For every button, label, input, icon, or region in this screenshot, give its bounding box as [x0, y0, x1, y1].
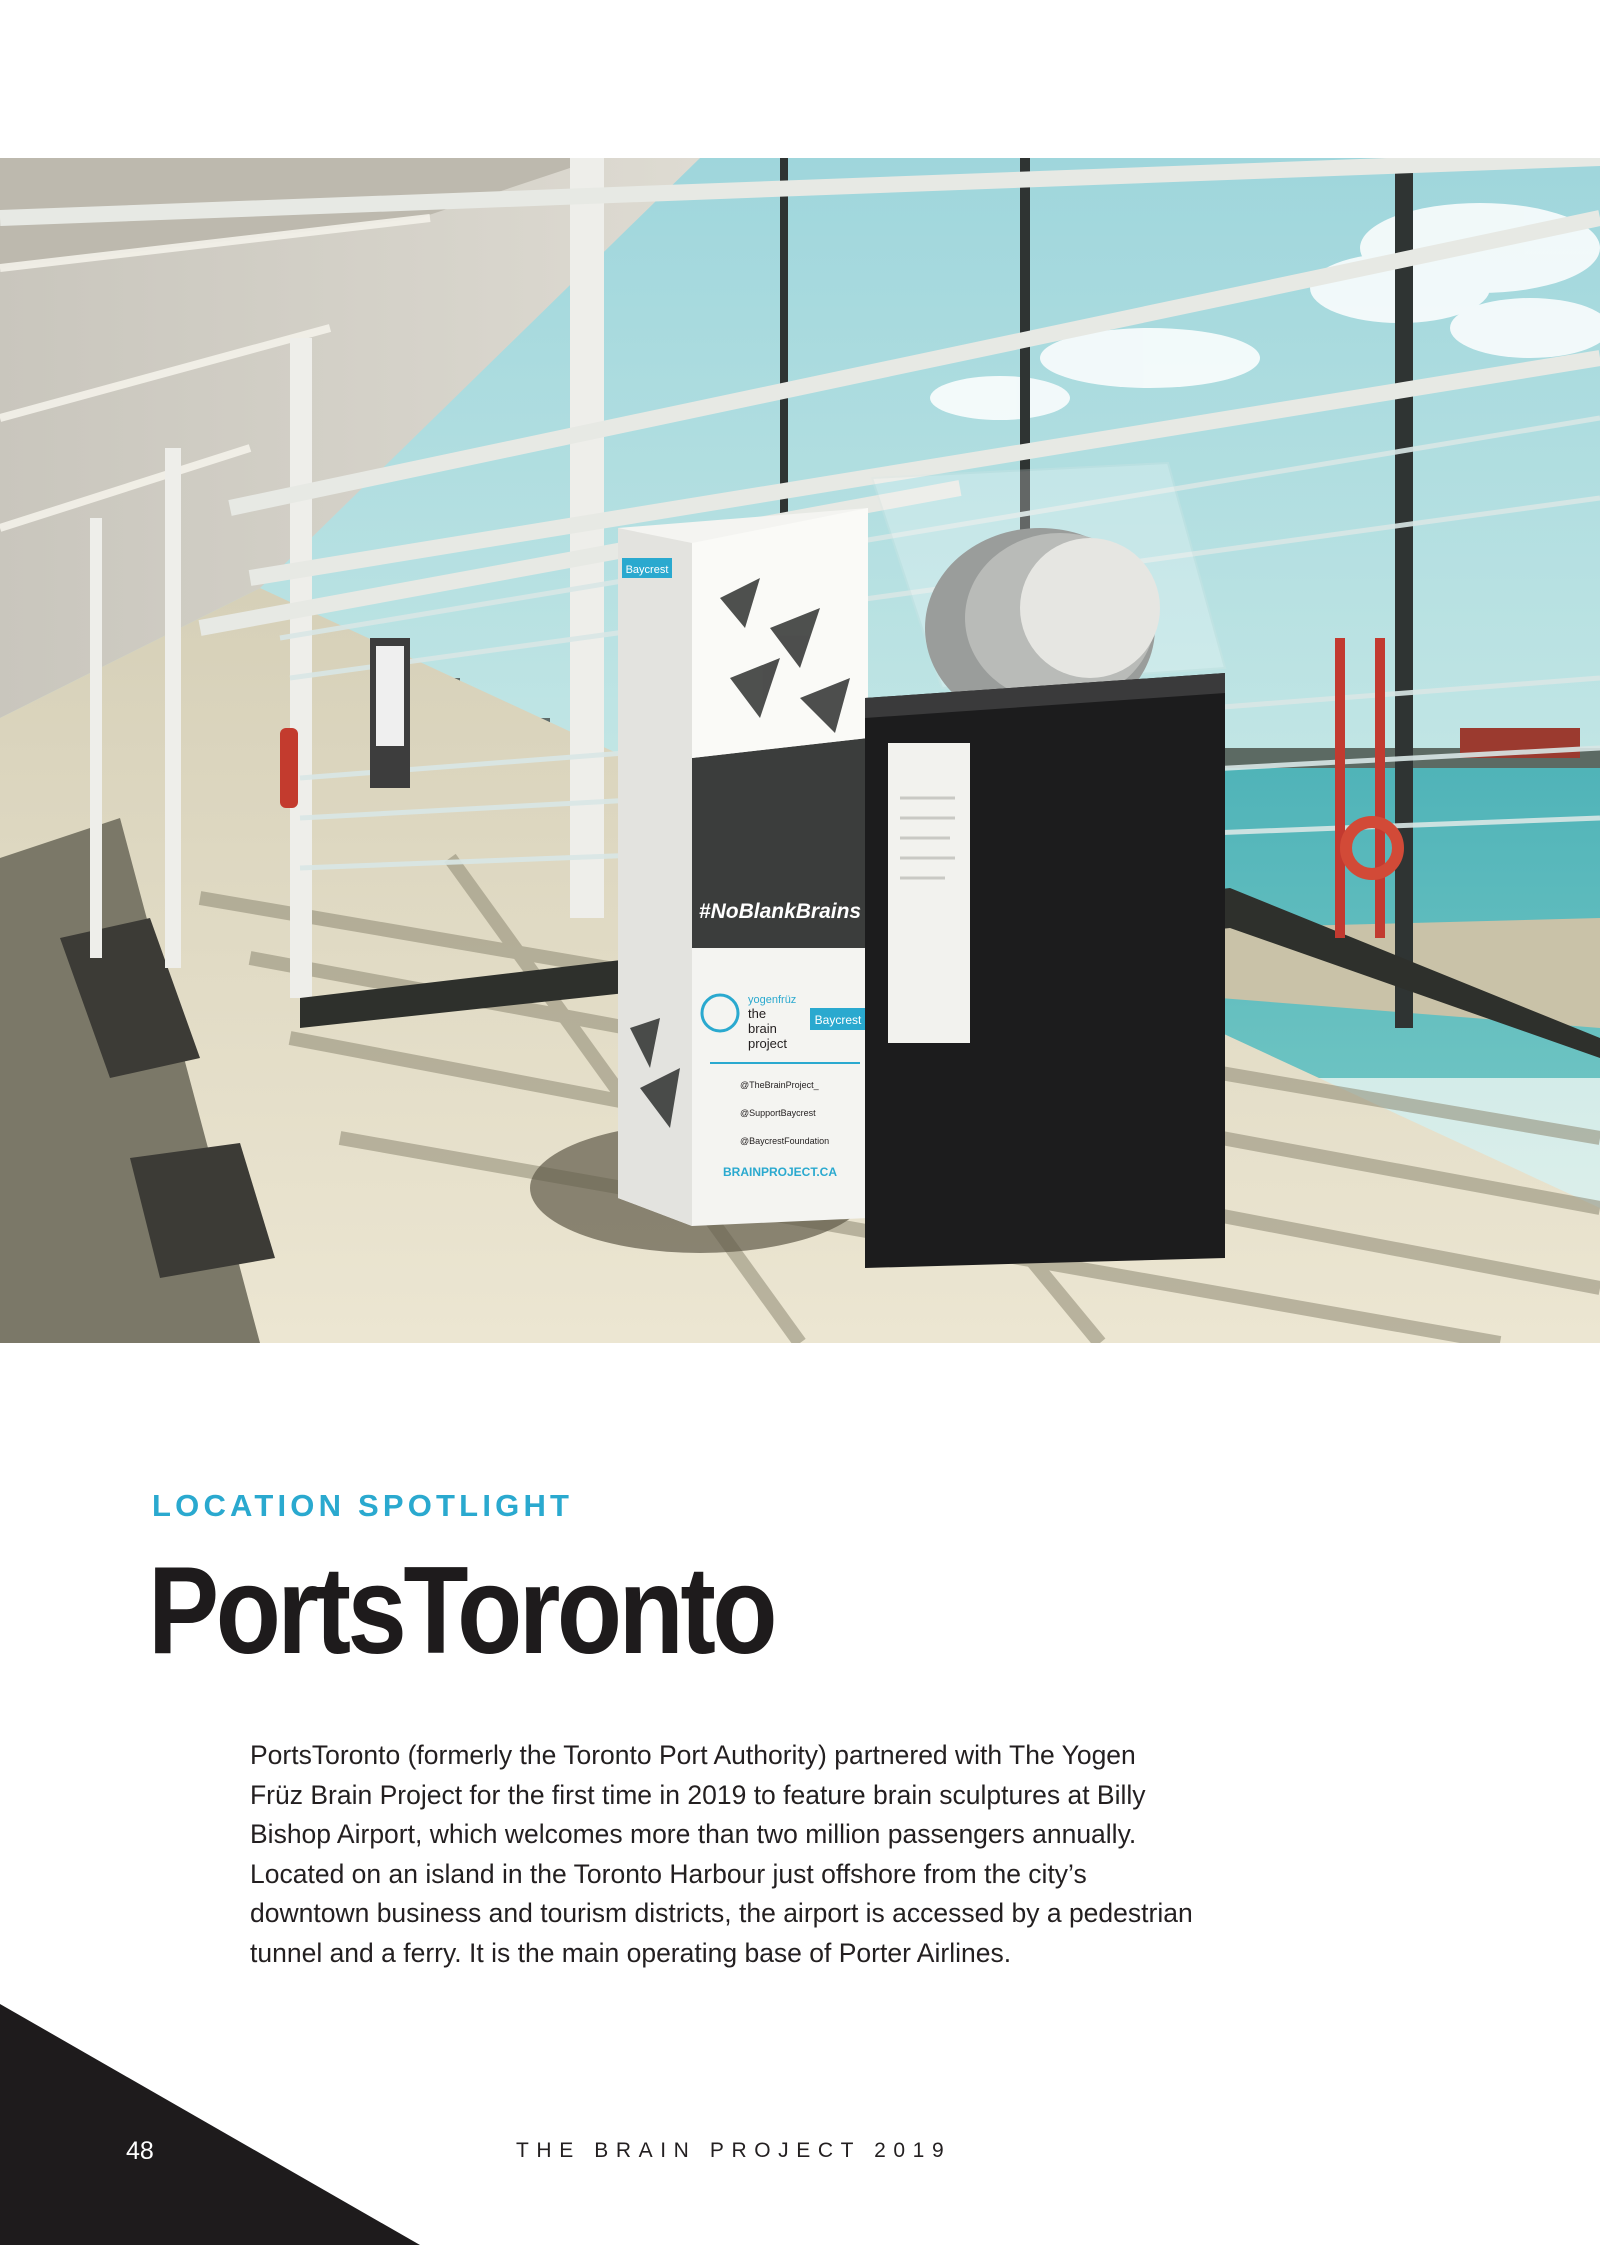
pillar-logo-line1: yogenfrüz [748, 994, 797, 1006]
body-line: Bishop Airport, which welcomes more than two million passengers annually. [250, 1819, 1137, 1849]
brain-sculpture [865, 463, 1225, 1268]
pillar-social-instagram: @TheBrainProject_ [740, 1080, 819, 1090]
page-number: 48 [126, 2137, 154, 2165]
pillar-social-twitter: @SupportBaycrest [740, 1108, 816, 1118]
pillar-logo-line4: project [748, 1036, 788, 1051]
spotlight-photo [0, 158, 1600, 1343]
pillar-hashtag: #NoBlankBrains [698, 900, 862, 923]
body-line: downtown business and tourism districts, the airport is accessed by a pedestrian [250, 1898, 1193, 1928]
article-body [250, 1736, 1310, 1973]
pillar-social-facebook: @BaycrestFoundation [740, 1136, 830, 1146]
pillar-logo-line2: the [748, 1006, 767, 1021]
pillar-badge: Baycrest [625, 564, 669, 576]
page-title: PortsToronto [148, 1542, 775, 1680]
body-line: PortsToronto (formerly the Toronto Port Authority) partnered with The Yogen [250, 1740, 1136, 1770]
pillar-logo-partner: Baycrest [814, 1013, 862, 1027]
corner-triangle [0, 2004, 420, 2245]
pillar-logo-line3: brain [748, 1021, 777, 1036]
body-line: Früz Brain Project for the first time in 2019 to feature brain sculptures at Billy [250, 1779, 1146, 1810]
brain-project-pillar [618, 508, 868, 1226]
pillar-website: BRAINPROJECT.CA [722, 1165, 838, 1179]
body-line: Located on an island in the Toronto Harbour just offshore from the city’s [250, 1858, 1087, 1889]
section-kicker: LOCATION SPOTLIGHT [152, 1488, 574, 1523]
running-footer: THE BRAIN PROJECT 2019 [516, 2139, 952, 2162]
body-line: tunnel and a ferry. It is the main operating base of Porter Airlines. [250, 1937, 1012, 1968]
